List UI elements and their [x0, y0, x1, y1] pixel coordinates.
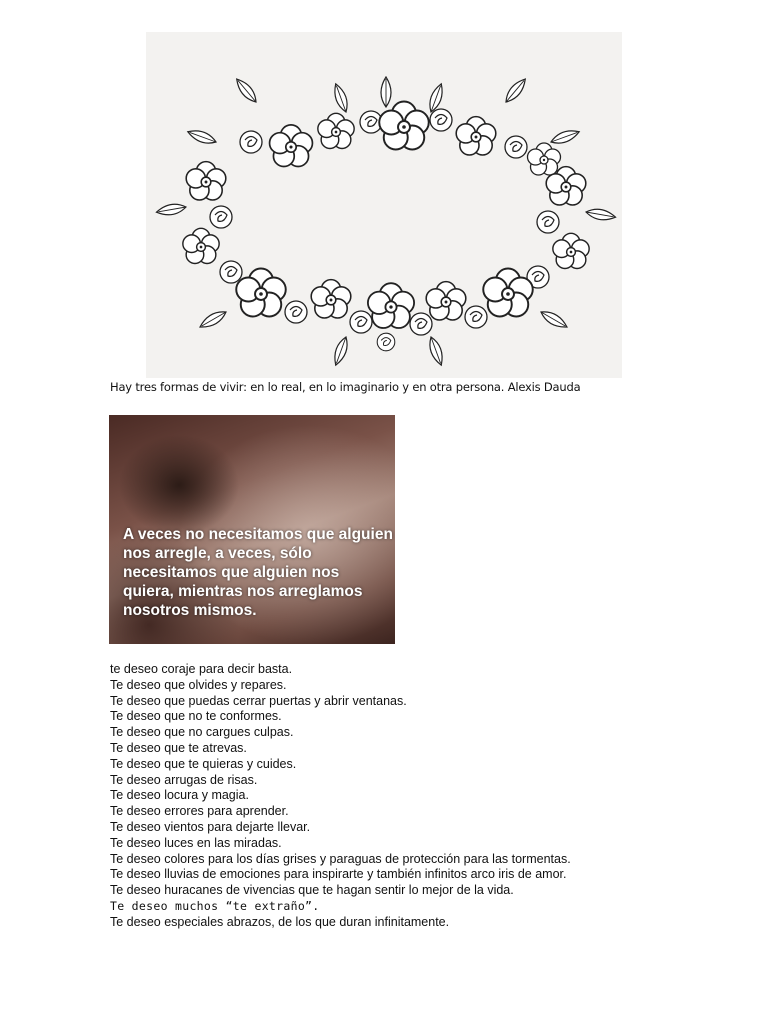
wish-line: Te deseo colores para los días grises y paraguas de protección para las tormentas.: [110, 851, 571, 866]
wish-line: Te deseo que te quieras y cuides.: [110, 756, 297, 771]
wish-line: Te deseo luces en las miradas.: [110, 835, 282, 850]
wish-line: Te deseo lluvias de emociones para inspirarte y también infinitos arco iris de amor.: [110, 867, 567, 882]
wish-line: Te deseo errores para aprender.: [110, 804, 289, 819]
wish-line: Te deseo vientos para dejarte llevar.: [110, 819, 311, 834]
wish-line: Te deseo que te atrevas.: [110, 740, 247, 755]
wish-line: Te deseo que no cargues culpas.: [110, 725, 294, 740]
quote-image-text: A veces no necesitamos que alguien nos arregle, a veces, sólo necesitamos que alguien nos quiera, mientras nos arreglamos nosotros mismos.: [123, 526, 393, 619]
floral-frame-icon: [146, 32, 622, 378]
wish-line: Te deseo especiales abrazos, de los que duran infinitamente.: [110, 914, 450, 929]
image-caption: Hay tres formas de vivir: en lo real, en lo imaginario y en otra persona. Alexis Dauda: [110, 380, 581, 394]
wish-line: Te deseo que olvides y repares.: [110, 677, 287, 692]
wish-line: Te deseo locura y magia.: [110, 788, 249, 803]
wish-line: Te deseo muchos “te extraño”.: [110, 898, 320, 913]
floral-frame-image: [146, 32, 622, 378]
wishes-list: [110, 662, 571, 931]
quote-image: [109, 415, 395, 644]
wish-line: te deseo coraje para decir basta.: [110, 662, 293, 676]
wish-line: Te deseo arrugas de risas.: [110, 772, 258, 787]
wish-line: Te deseo huracanes de vivencias que te hagan sentir lo mejor de la vida.: [110, 883, 514, 898]
wish-line: Te deseo que no te conformes.: [110, 709, 282, 724]
wish-line: Te deseo que puedas cerrar puertas y abrir ventanas.: [110, 693, 407, 708]
